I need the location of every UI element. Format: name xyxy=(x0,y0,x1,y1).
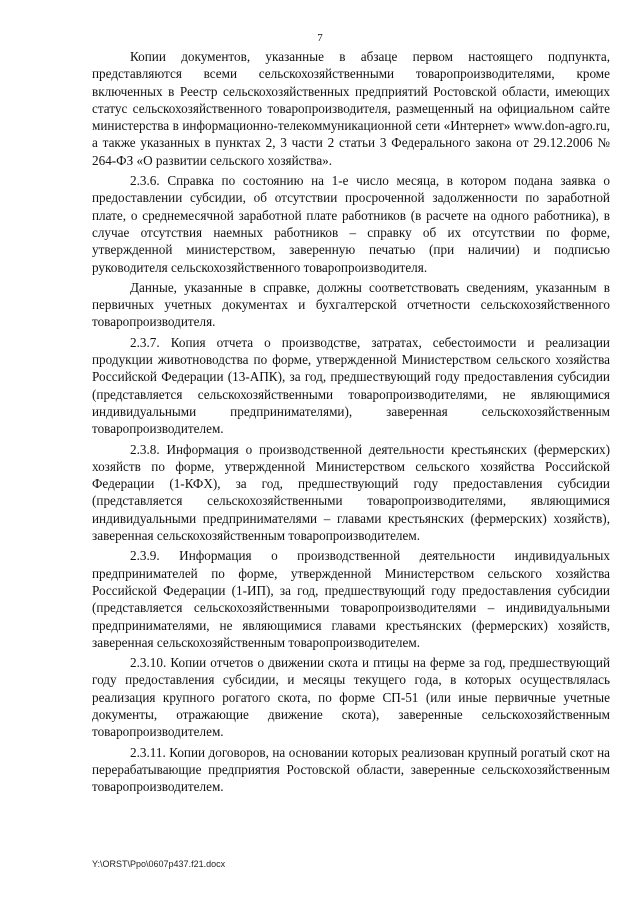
paragraph-2-3-7: 2.3.7. Копия отчета о производстве, затратах, себестоимости и реализации продукции животноводства по форме, утвержденной Министерством сельского хозяйства Российской Федерации (13-АПК), за год, предшествующий году предоставления субсидии (представляется сельскохозяйственными товаропроизводителями, не являющимися индивидуальными предпринимателями), заверенная сельскохозяйственным товаропроизводителем. xyxy=(92,334,610,437)
document-body xyxy=(92,48,610,798)
paragraph-2-3-8: 2.3.8. Информация о производственной деятельности крестьянских (фермерских) хозяйств по форме, утвержденной Министерством сельского хозяйства Российской Федерации (1-КФХ), за год, предшествующий году предоставления субсидии (представляется сельскохозяйственными товаропроизводителями, являющимися индивидуальными предпринимателями – главами крестьянских (фермерских) хозяйств), заверенная сельскохозяйственным товаропроизводителем. xyxy=(92,441,610,544)
paragraph-2-3-6: 2.3.6. Справка по состоянию на 1-е число месяца, в котором подана заявка о предоставлении субсидии, об отсутствии просроченной задолженности по заработной плате, о среднемесячной заработной плате работников (в расчете на одного работника), в случае отсутствия наемных работников – справку об их отсутствии по форме, утвержденной министерством, заверенную печатью (при наличии) и подписью руководителя сельскохозяйственного товаропроизводителя. xyxy=(92,173,610,275)
paragraph-2-3-10: 2.3.10. Копии отчетов о движении скота и птицы на ферме за год, предшествующий году предоставления субсидии, и месяцы текущего года, в которых осуществлялась реализация крупного рогатого скота, по форме СП-51 (или иные первичные учетные документы, отражающие движение скота), заверенные сельскохозяйственным товаропроизводителем. xyxy=(92,655,610,740)
paragraph-2-3-9: 2.3.9. Информация о производственной деятельности индивидуальных предпринимателей по форме, утвержденной Министерством сельского хозяйства Российской Федерации (1-ИП), за год, предшествующий году предоставления субсидии (представляется сельскохозяйственными товаропроизводителями – индивидуальными предпринимателями, не являющимися главами крестьянских (фермерских) хозяйств, заверенная сельскохозяйственным товаропроизводителем. xyxy=(92,548,610,650)
footer-file-path: Y:\ORST\Ppo\0607p437.f21.docx xyxy=(92,859,226,869)
paragraph-certificate-data: Данные, указанные в справке, должны соответствовать сведениям, указанным в первичных учетных документах и бухгалтерской отчетности сельскохозяйственного товаропроизводителя. xyxy=(92,279,610,330)
page-number: 7 xyxy=(317,32,323,44)
paragraph-2-3-11: 2.3.11. Копии договоров, на основании которых реализован крупный рогатый скот на перерабатывающие предприятия Ростовской области, заверенные сельскохозяйственным товаропроизводителем. xyxy=(92,744,610,795)
paragraph-documents-copies: Копии документов, указанные в абзаце первом настоящего подпункта, представляются всеми сельскохозяйственными товаропроизводителями, кроме включенных в Реестр сельскохозяйственных предприятий Ростовской области, имеющих статус сельскохозяйственного товаропроизводителя, размещенный на официальном сайте министерства в информационно-телекоммуникационной сети «Интернет» www.don-agro.ru, а также указанных в пунктах 2, 3 части 2 статьи 3 Федерального закона от 29.12.2006 № 264-ФЗ «О развитии сельского хозяйства». xyxy=(92,49,610,168)
